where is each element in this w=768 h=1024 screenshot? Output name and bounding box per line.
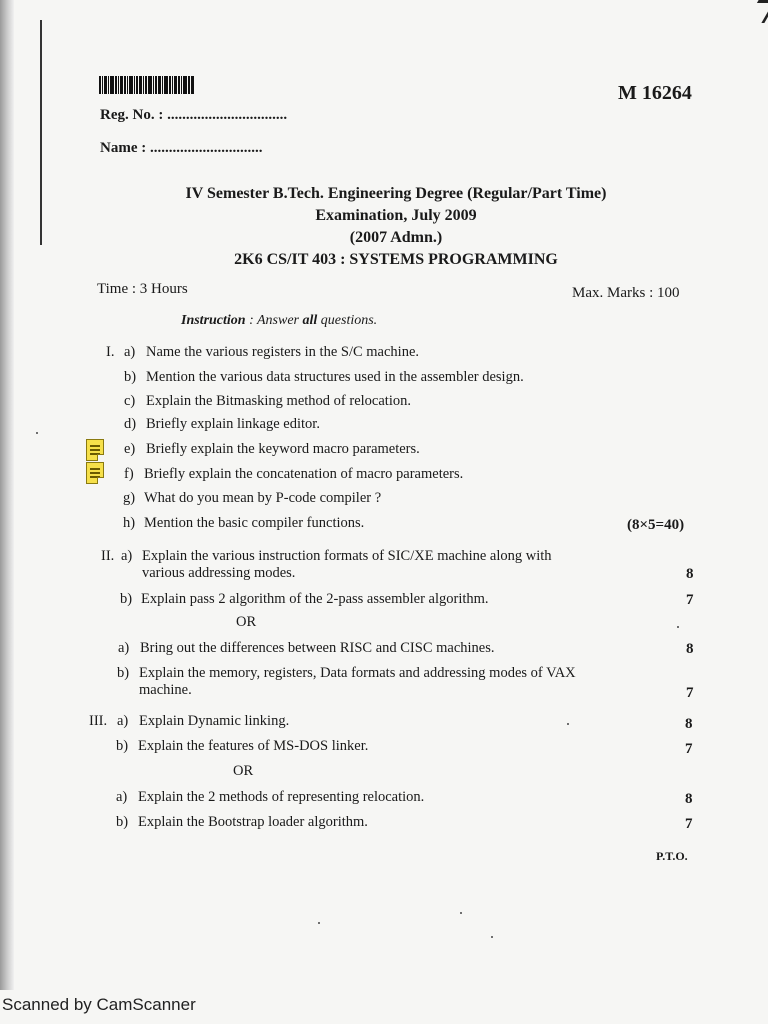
paper-code: M 16264 <box>618 82 692 104</box>
question-label: b) <box>120 591 133 607</box>
question-text: Explain the features of MS-DOS linker. <box>138 738 369 754</box>
name-field: Name : .............................. <box>100 140 263 156</box>
question-marks: 8 <box>686 641 694 657</box>
sticky-note-icon[interactable] <box>86 462 104 484</box>
section-marks: (8×5=40) <box>627 517 685 533</box>
scan-speck <box>567 723 569 725</box>
question-label: b) <box>116 738 129 754</box>
question-label: d) <box>124 416 137 432</box>
question-marks: 7 <box>685 741 693 757</box>
question-text: Explain the 2 methods of representing relocation. <box>138 789 425 805</box>
course-title: 2K6 CS/IT 403 : SYSTEMS PROGRAMMING <box>234 251 558 268</box>
question-text: What do you mean by P-code compiler ? <box>144 490 382 506</box>
scan-speck <box>36 432 38 434</box>
instruction <box>181 313 377 329</box>
scanner-watermark: Scanned by CamScanner <box>2 995 196 1014</box>
question-text: Bring out the differences between RISC and CISC machines. <box>140 640 495 656</box>
scan-edge-shadow <box>0 0 14 990</box>
exam-title-line1: IV Semester B.Tech. Engineering Degree (Regular/Part Time) <box>185 185 607 202</box>
exam-title-line3: (2007 Admn.) <box>349 229 443 246</box>
question-label: f) <box>124 466 134 482</box>
question-label: a) <box>121 548 133 564</box>
question-label: b) <box>117 665 130 681</box>
question-text: Explain the various instruction formats of SIC/XE machine along with <box>142 548 552 564</box>
question-text: Mention the various data structures used in the assembler design. <box>146 369 524 385</box>
question-label: h) <box>123 515 136 531</box>
question-label: c) <box>124 393 136 409</box>
question-marks: 7 <box>686 592 694 608</box>
question-marks: 8 <box>685 716 693 732</box>
question-text: Explain the Bootstrap loader algorithm. <box>138 814 368 830</box>
question-text: Briefly explain the concatenation of macro parameters. <box>144 466 464 482</box>
question-text: Briefly explain the keyword macro parameters. <box>146 441 420 457</box>
scan-speck <box>460 912 462 914</box>
question-text: Mention the basic compiler functions. <box>144 515 365 531</box>
question-label: e) <box>124 441 136 457</box>
section-number: I. <box>106 344 115 360</box>
question-text: Explain pass 2 algorithm of the 2-pass assembler algorithm. <box>141 591 489 607</box>
instruction-label: Instruction <box>181 313 246 328</box>
question-marks: 8 <box>686 566 694 582</box>
instruction-pre: : Answer <box>245 313 303 328</box>
scan-speck <box>318 922 320 924</box>
question-label: a) <box>116 789 128 805</box>
sticky-note-icon[interactable] <box>86 439 104 461</box>
question-text: Name the various registers in the S/C machine. <box>146 344 420 360</box>
max-marks: Max. Marks : 100 <box>572 285 680 301</box>
time-allowed: Time : 3 Hours <box>97 281 188 297</box>
question-marks: 8 <box>685 791 693 807</box>
question-text: Explain Dynamic linking. <box>139 713 290 729</box>
question-text: Explain the memory, registers, Data formats and addressing modes of VAX <box>139 665 576 681</box>
question-text: Briefly explain linkage editor. <box>146 416 320 432</box>
or-divider: OR <box>233 763 254 779</box>
question-marks: 7 <box>686 685 694 701</box>
exam-title-line2: Examination, July 2009 <box>315 207 477 224</box>
instruction-emphasis: all <box>302 313 318 328</box>
scan-speck <box>491 936 493 938</box>
question-label: b) <box>116 814 129 830</box>
section-number: II. <box>101 548 115 564</box>
question-label: a) <box>118 640 130 656</box>
page-corner-mark <box>745 0 768 23</box>
question-label: a) <box>124 344 136 360</box>
question-label: g) <box>123 490 136 506</box>
scan-speck <box>677 626 679 628</box>
question-text: various addressing modes. <box>142 565 296 581</box>
question-text: machine. <box>139 682 192 698</box>
question-label: b) <box>124 369 137 385</box>
section-number: III. <box>89 713 108 729</box>
or-divider: OR <box>236 614 257 630</box>
instruction-post: questions. <box>317 313 378 328</box>
barcode <box>99 76 209 94</box>
reg-no-field: Reg. No. : ................................ <box>100 107 288 123</box>
pto-note: P.T.O. <box>656 849 688 863</box>
question-text: Explain the Bitmasking method of relocation. <box>146 393 411 409</box>
question-marks: 7 <box>685 816 693 832</box>
question-label: a) <box>117 713 129 729</box>
